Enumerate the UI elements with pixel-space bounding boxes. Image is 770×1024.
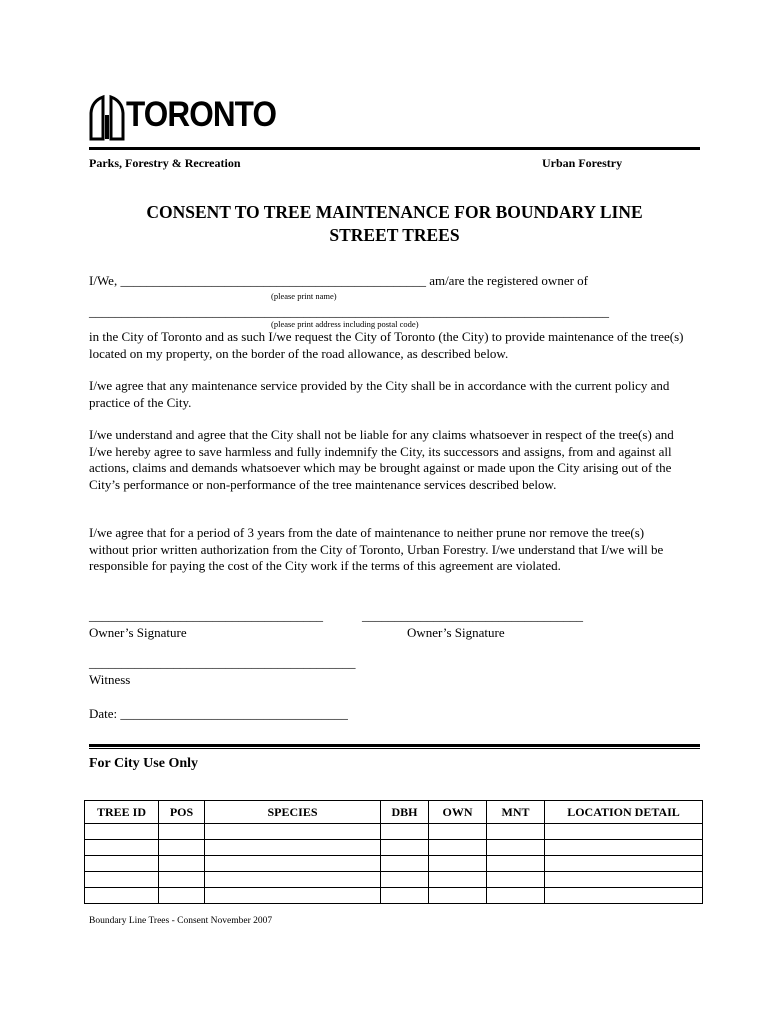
table-cell[interactable] [159, 840, 205, 856]
table-cell[interactable] [85, 840, 159, 856]
title-line-1: CONSENT TO TREE MAINTENANCE FOR BOUNDARY LINE [146, 202, 643, 222]
table-cell[interactable] [381, 856, 429, 872]
table-cell[interactable] [545, 840, 703, 856]
table-cell[interactable] [487, 872, 545, 888]
table-cell[interactable] [205, 824, 381, 840]
owner-signature-label-2: Owner’s Signature [407, 625, 505, 640]
col-pos: POS [159, 801, 205, 824]
owner-signature-line-1[interactable]: ____________________________________ [89, 608, 323, 623]
table-cell[interactable] [381, 840, 429, 856]
col-species: SPECIES [205, 801, 381, 824]
table-cell[interactable] [205, 888, 381, 904]
witness-label: Witness [89, 672, 131, 687]
col-location-detail: LOCATION DETAIL [545, 801, 703, 824]
table-cell[interactable] [487, 824, 545, 840]
col-dbh: DBH [381, 801, 429, 824]
date-field[interactable]: Date: ___________________________________ [89, 706, 348, 721]
address-field[interactable]: ________________________________________________________________________________ [89, 304, 609, 319]
owner-signature-line-2[interactable]: __________________________________ [362, 608, 583, 623]
name-hint: (please print name) [271, 291, 337, 301]
col-mnt: MNT [487, 801, 545, 824]
table-cell[interactable] [487, 856, 545, 872]
table-cell[interactable] [85, 824, 159, 840]
table-row [85, 856, 703, 872]
header-rule [89, 147, 700, 150]
table-cell[interactable] [159, 856, 205, 872]
table-cell[interactable] [545, 888, 703, 904]
owner-name-field[interactable]: I/We, _______________________________________________ am/are the registered owner of [89, 273, 589, 288]
table-cell[interactable] [159, 824, 205, 840]
table-cell[interactable] [381, 872, 429, 888]
section-rule-thick [89, 744, 700, 747]
table-cell[interactable] [159, 872, 205, 888]
table-cell[interactable] [159, 888, 205, 904]
section-rule-thin [89, 748, 700, 749]
table-cell[interactable] [205, 856, 381, 872]
org-name: TORONTO [126, 95, 277, 134]
table-cell[interactable] [381, 824, 429, 840]
table-cell[interactable] [487, 888, 545, 904]
department-label: Parks, Forestry & Recreation [89, 156, 241, 170]
owner-signature-label-1: Owner’s Signature [89, 625, 187, 640]
city-use-table [84, 800, 703, 904]
witness-signature-line[interactable]: _________________________________________ [89, 655, 356, 670]
footer-text: Boundary Line Trees - Consent November 2007 [89, 916, 273, 926]
address-hint: (please print address including postal code) [271, 319, 419, 329]
title-line-2: STREET TREES [329, 225, 460, 245]
table-cell[interactable] [487, 840, 545, 856]
table-cell[interactable] [429, 856, 487, 872]
division-label: Urban Forestry [542, 156, 623, 170]
toronto-logo [89, 93, 277, 141]
table-cell[interactable] [85, 872, 159, 888]
table-header-row [85, 801, 703, 824]
table-cell[interactable] [545, 872, 703, 888]
liability-paragraph: I/we understand and agree that the City shall not be liable for any claims whatsoever in respect of the tree(s) and I/we hereby agree to save harmless and fully indemnify the City, its successors and assigns, from and against all actions, claims and demands whatsoever which may be brought against or made upon the City arising out of the City’s performance or non-performance of the tree maintenance services described below. [89, 427, 674, 492]
table-row [85, 872, 703, 888]
table-cell[interactable] [205, 872, 381, 888]
city-use-heading: For City Use Only [89, 756, 199, 771]
table-cell[interactable] [545, 856, 703, 872]
table-cell[interactable] [205, 840, 381, 856]
table-cell[interactable] [85, 856, 159, 872]
table-cell[interactable] [545, 824, 703, 840]
table-cell[interactable] [429, 840, 487, 856]
table-row [85, 888, 703, 904]
table-cell[interactable] [429, 888, 487, 904]
table-cell[interactable] [85, 888, 159, 904]
table-cell[interactable] [429, 872, 487, 888]
policy-paragraph: I/we agree that any maintenance service provided by the City shall be in accordance with the current policy and practice of the City. [89, 378, 670, 410]
table-row [85, 840, 703, 856]
table-row [85, 824, 703, 840]
request-paragraph: in the City of Toronto and as such I/we request the City of Toronto (the City) to provide maintenance of the tree(s) located on my property, on the border of the road allowance, as described below. [89, 329, 684, 361]
city-hall-icon [89, 93, 125, 141]
authorization-paragraph: I/we agree that for a period of 3 years from the date of maintenance to neither prune nor remove the tree(s) without prior written authorization from the City of Toronto, Urban Forestry. I/we understand that I/we will be responsible for paying the cost of the City work if the terms of this agreement are violated. [89, 525, 664, 573]
col-tree-id: TREE ID [85, 801, 159, 824]
table-cell[interactable] [429, 824, 487, 840]
table-cell[interactable] [381, 888, 429, 904]
col-own: OWN [429, 801, 487, 824]
page-title [89, 201, 700, 247]
